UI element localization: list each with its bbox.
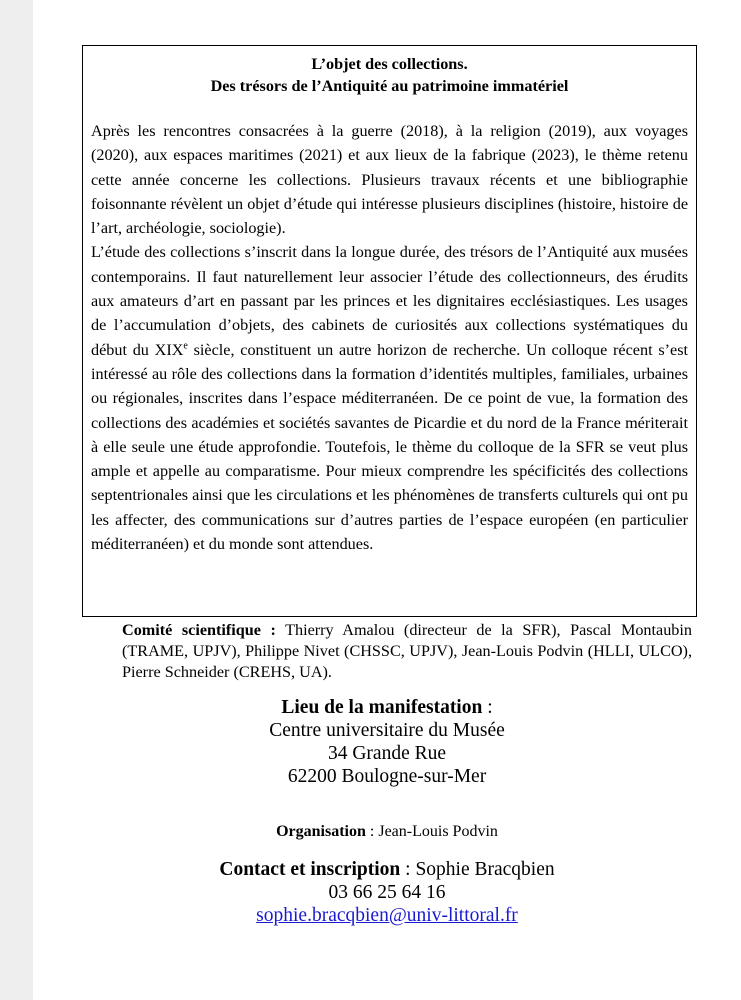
venue-line-2: 34 Grande Rue (327, 743, 447, 764)
box-title (83, 53, 696, 97)
paragraph-collections-part1: L’étude des collections s’inscrit dans la longue durée, des trésors de l’Antiquité aux musées contemporains. Il faut naturellement leur associer l’étude des collectionneurs, des érudits aux amateurs d’art en passant par les princes et les dignitaires ecclésiastiques. Les usages de l’accumulation d’objets, des cabinets de curiosités aux collections systématiques du début du XIX (91, 243, 688, 359)
committee-members: Thierry Amalou (directeur de la SFR), Pascal Montaubin (TRAME, UPJV), Philippe Nivet (CHSSC, UPJV), Jean-Louis Podvin (HLLI, ULCO), Pierre Schneider (CREHS, UA). (122, 621, 692, 681)
contact-phone: 03 66 25 64 16 (328, 882, 446, 903)
scientific-committee (122, 620, 692, 683)
venue-line-3: 62200 Boulogne-sur-Mer (287, 766, 487, 787)
organisation-label: Organisation (276, 823, 366, 840)
venue-line-1: Centre universitaire du Musée (269, 720, 505, 741)
title-line-1: L’objet des collections. (311, 55, 468, 73)
paragraph-collections (91, 240, 688, 556)
contact-label: Contact et inscription (219, 859, 401, 880)
contact-name: : Sophie Bracqbien (400, 859, 555, 880)
committee-label: Comité scientifique : (122, 621, 276, 639)
organisation-name: : Jean-Louis Podvin (365, 823, 498, 840)
box-body (91, 119, 688, 556)
venue-suffix: : (482, 697, 493, 718)
contact-email-link[interactable]: sophie.bracqbien@univ-littoral.fr (256, 905, 518, 926)
organisation (33, 822, 741, 842)
contact-heading (33, 858, 741, 882)
call-for-papers-box (82, 45, 697, 617)
paragraph-intro: Après les rencontres consacrées à la guerre (2018), à la religion (2019), aux voyages (2020), aux espaces maritimes (2021) et aux lieux de la fabrique (2023), le thème retenu cette année concerne les collections. Plusieurs travaux récents et une bibliographie foisonnante révèlent un objet d’étude qui intéresse plusieurs disciplines (histoire, histoire de l’art, archéologie, sociologie). (91, 122, 688, 238)
venue-label: Lieu de la manifestation (281, 697, 483, 718)
contact-email-line (33, 904, 741, 928)
venue-heading (33, 696, 741, 720)
century-superscript: e (183, 340, 188, 352)
title-line-2: Des trésors de l’Antiquité au patrimoine immatériel (210, 77, 569, 95)
paragraph-collections-part2: siècle, constituent un autre horizon de recherche. Un colloque récent s’est intéressé au rôle des collections dans la formation d’identités multiples, familiales, urbaines ou régionales, inscrites dans l’espace méditerranéen. De ce point de vue, la formation des collections des académies et sociétés savantes de Picardie et du nord de la France mériterait à elle seule une étude approfondie. Toutefois, le thème du colloque de la SFR se veut plus ample et appelle au comparatisme. Pour mieux comprendre les spécificités des collections septentrionales ainsi que les circulations et les phénomènes de transferts culturels qui ont pu les affecter, des communications sur d’autres parties de l’espace européen (en particulier méditerranéen) et du monde sont attendues. (91, 340, 688, 554)
